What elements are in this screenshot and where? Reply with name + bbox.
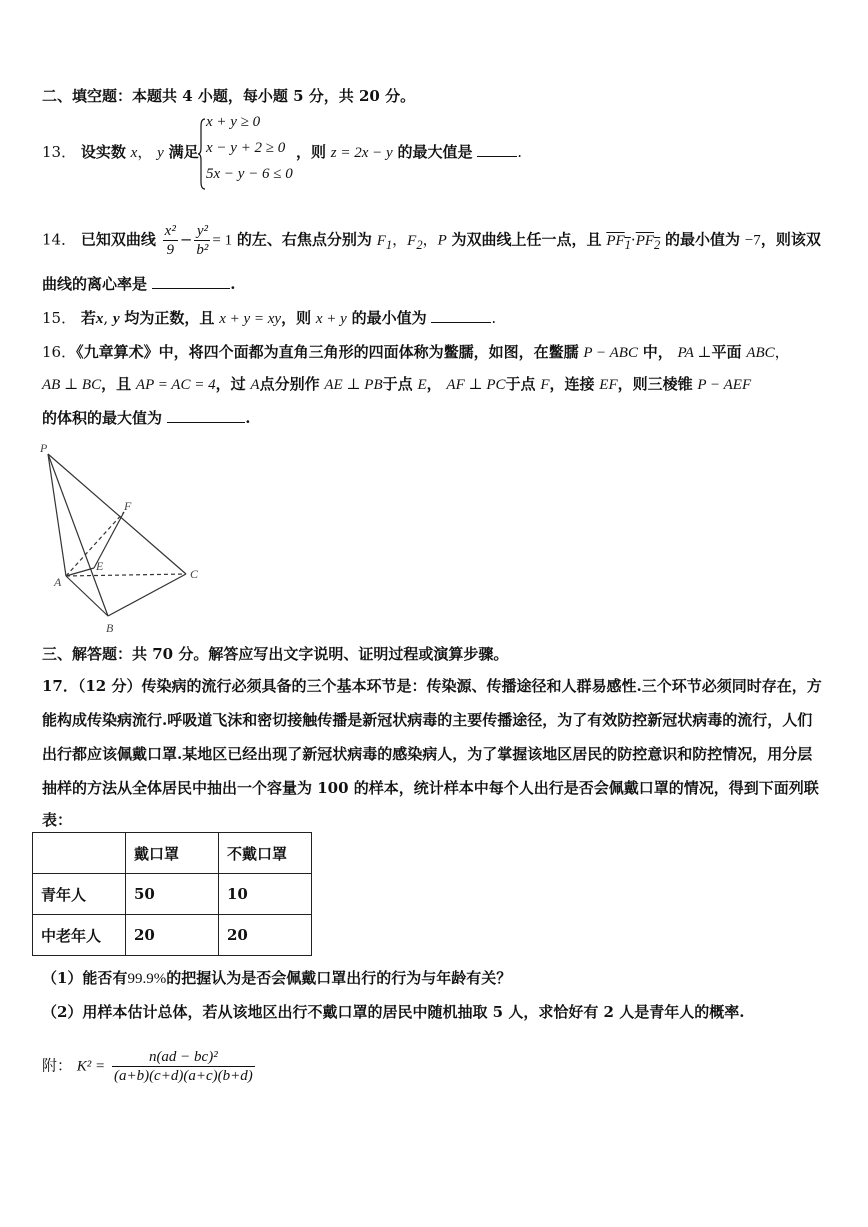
fig-label-P: P: [40, 441, 48, 455]
q15-line: 15． 若x, y 均为正数，且 x + y = xy，则 x + y 的最小值为 .: [42, 309, 497, 327]
q17-sub2: （2）用样本估计总体，若从该地区出行不戴口罩的居民中随机抽取 5 人，求恰好有 2 人是青年人的概率.: [42, 1003, 745, 1021]
q14-frac-x: [163, 222, 178, 259]
q16-line2-c: 点分别作: [259, 375, 320, 393]
q16-line2-f: 于点: [505, 375, 536, 393]
q13-expr: z = 2x − y: [330, 145, 393, 161]
table-cell: 10: [219, 874, 312, 915]
appendix-label: 附：: [42, 1056, 73, 1075]
q17-line2: 能构成传染病流行.呼吸道飞沫和密切接触传播是新冠状病毒的主要传播途径，为了有效防控新冠状病毒的流行，人们: [42, 711, 813, 729]
var-P: P: [437, 232, 447, 249]
table-header-cell: [33, 833, 126, 874]
q14-text-d: 的最小值为: [665, 230, 741, 249]
q17-line3: 出行都应该佩戴口罩.某地区已经出现了新冠状病毒的感染病人，为了掌握该地区居民的防控意识和防控情况，用分层: [42, 745, 813, 763]
table-row: [33, 874, 312, 915]
edge-AE: [66, 568, 94, 576]
q14-answer-blank: [152, 274, 230, 289]
q15-text-b: 均为正数，且: [124, 309, 215, 327]
k2-fraction: [112, 1048, 255, 1085]
q16-line1-a: 《九章算术》中，将四个面都为直角三角形的四面体称为鳖臑，如图，在鳖臑: [76, 343, 579, 361]
q13-text-a: 设实数: [80, 143, 126, 161]
q15-text-c: ，则: [281, 309, 312, 327]
var-F2: $F_2$: [407, 232, 423, 252]
frac2-num: y²: [194, 222, 210, 241]
q13-cond-1: x + y ≥ 0: [206, 114, 261, 130]
PA-perp: PA ⊥: [677, 345, 712, 361]
section2-heading: 二、填空题：本题共 4 小题，每小题 5 分，共 20 分。: [42, 87, 416, 105]
fig-label-F: F: [124, 499, 132, 513]
table-cell: 50: [126, 874, 219, 915]
point-A: A: [250, 377, 260, 393]
var-F1: $F_1$: [376, 232, 393, 252]
AE-perp-PB: AE ⊥ PB: [324, 377, 383, 393]
q15-number: 15．: [42, 309, 77, 327]
point-E: E: [417, 377, 427, 393]
tetra-P-ABC: P − ABC: [583, 345, 638, 361]
var-x: x: [130, 145, 138, 161]
q16-answer-blank: [167, 408, 245, 423]
q14-minval: −7: [744, 232, 761, 249]
appendix-formula: [42, 1048, 257, 1085]
table-cell: 20: [219, 915, 312, 956]
k2-denominator: (a+b)(c+d)(a+c)(b+d): [113, 1068, 253, 1084]
q16-line1-b: 中，: [642, 343, 673, 361]
q15-text-d: 的最小值为: [351, 309, 427, 327]
q13-line: 13． 设实数 x， y 满足: [42, 143, 199, 161]
q16-line3-text: 的体积的最大值为: [42, 409, 163, 427]
edge-PB: [48, 454, 108, 616]
q13-cond-3: 5x − y − 6 ≤ 0: [206, 166, 293, 182]
q13-answer-blank: [477, 142, 517, 157]
table-header-cell: 不戴口罩: [219, 833, 312, 874]
q13-cond-2: x − y + 2 ≥ 0: [206, 140, 286, 156]
q16-line2-g: ，连接: [549, 375, 595, 393]
plane-ABC: ABC: [746, 345, 775, 361]
q17-sub1-b: 的把握认为是否会佩戴口罩出行的行为与年龄有关？: [166, 969, 512, 987]
var-xy: x: [95, 311, 104, 327]
q13-number: 13．: [42, 143, 77, 161]
frac1-den: 9: [166, 242, 174, 258]
q15-text-a: 若: [80, 309, 96, 327]
edge-AB: [66, 576, 108, 616]
fig-label-C: C: [190, 567, 199, 581]
q14-number: 14．: [42, 230, 77, 249]
section3-heading: 三、解答题：共 70 分。解答应写出文字说明、证明过程或演算步骤。: [42, 645, 509, 663]
AP-AC-eq: AP = AC = 4: [135, 377, 216, 393]
var-y: y: [157, 145, 164, 161]
table-header-cell: 戴口罩: [126, 833, 219, 874]
fig-label-E: E: [96, 559, 104, 573]
table-cell: 中老年人: [33, 915, 126, 956]
edge-PA: [48, 454, 66, 576]
q14-text-b: 的左、右焦点分别为: [236, 230, 372, 249]
contingency-table: [32, 832, 312, 956]
system-brace: [198, 118, 206, 190]
q16-line2-e: ，: [426, 375, 442, 393]
q16-line1: 16．《九章算术》中，将四个面都为直角三角形的四面体称为鳖臑，如图，在鳖臑 P − ABC 中， PA ⊥平面 ABC，: [42, 343, 790, 361]
q15-expr1: x + y = xy: [219, 311, 282, 327]
q15-answer-blank: [431, 308, 491, 323]
fig-label-A: A: [54, 575, 62, 589]
q13-text-d: 的最大值是: [397, 143, 473, 161]
q14-eq: = 1: [212, 232, 233, 249]
q17-sub1: [42, 968, 511, 989]
edge-BC: [108, 574, 186, 616]
q16-line1-c: 平面: [711, 343, 742, 361]
tetra-P-AEF: P − AEF: [697, 377, 752, 393]
q14-line1: 14． 已知双曲线 $\frac{\text{x²}}{9}$ − $\frac{\text{y²}}{\text{b²}}$ = 1 的左、右焦点分别为 $F_1$，$F_2$，P 为双曲线上任一点，且 $PF_1\cdot PF_2$ 的最小值为 −7，则该双: [42, 223, 821, 258]
point-F: F: [540, 377, 550, 393]
frac2-den: b²: [196, 242, 209, 258]
q13-tail: ，则 z = 2x − y 的最大值是 .: [296, 143, 523, 161]
q14-frac-y: [194, 222, 210, 259]
q13-text-b: 满足: [168, 143, 199, 161]
edge-AC-hidden: [66, 574, 186, 576]
table-row: [33, 915, 312, 956]
q13-text-c: ，则: [296, 143, 327, 161]
q16-line2-b: ，过: [215, 375, 246, 393]
q15-expr2: x + y: [315, 311, 347, 327]
AB-perp-BC: AB ⊥ BC: [42, 377, 102, 393]
q17-line1: 17．（12 分）传染病的流行必须具备的三个基本环节是：传染源、传播途径和人群易感性.三个环节必须同时存在，方: [42, 677, 822, 695]
q17-line4: 抽样的方法从全体居民中抽出一个容量为 100 的样本，统计样本中每个人出行是否会佩戴口罩的情况，得到下面列联: [42, 779, 819, 797]
seg-EF: EF: [599, 377, 618, 393]
vec-PF1: $PF_1$: [606, 232, 631, 252]
k2-numerator: n(ad − bc)²: [112, 1048, 255, 1067]
q14-text-c: 为双曲线上任一点，且: [451, 230, 602, 249]
var-y2: y: [112, 311, 120, 327]
k2-lhs: K² =: [76, 1058, 106, 1075]
table-header-row: [33, 833, 312, 874]
q17-line5: 表：: [42, 811, 73, 829]
q16-line2: [42, 374, 751, 395]
q16-line3: 的体积的最大值为 .: [42, 409, 251, 427]
q14-text-a: 已知双曲线: [80, 230, 156, 249]
table-cell: 青年人: [33, 874, 126, 915]
table-cell: 20: [126, 915, 219, 956]
q14-text-e: ，则该双: [760, 230, 821, 249]
q17-sub1-a: （1）能否有: [42, 969, 128, 987]
frac1-num: x²: [164, 223, 176, 239]
fig-label-B: B: [106, 621, 114, 635]
q14-line2: 曲线的离心率是 .: [42, 275, 236, 293]
q16-number: 16．: [42, 343, 77, 361]
vec-PF2: $PF_2$: [635, 232, 661, 252]
q16-line2-a: ，且: [101, 375, 132, 393]
q14-line2-text: 曲线的离心率是: [42, 275, 148, 293]
q17-sub1-pct: 99.9%: [127, 971, 167, 987]
q16-line2-d: 于点: [382, 375, 413, 393]
edge-PC: [48, 454, 186, 574]
q16-line2-h: ，则三棱锥: [617, 375, 693, 393]
tetrahedron-figure: [30, 440, 210, 636]
AF-perp-PC: AF ⊥ PC: [446, 377, 506, 393]
